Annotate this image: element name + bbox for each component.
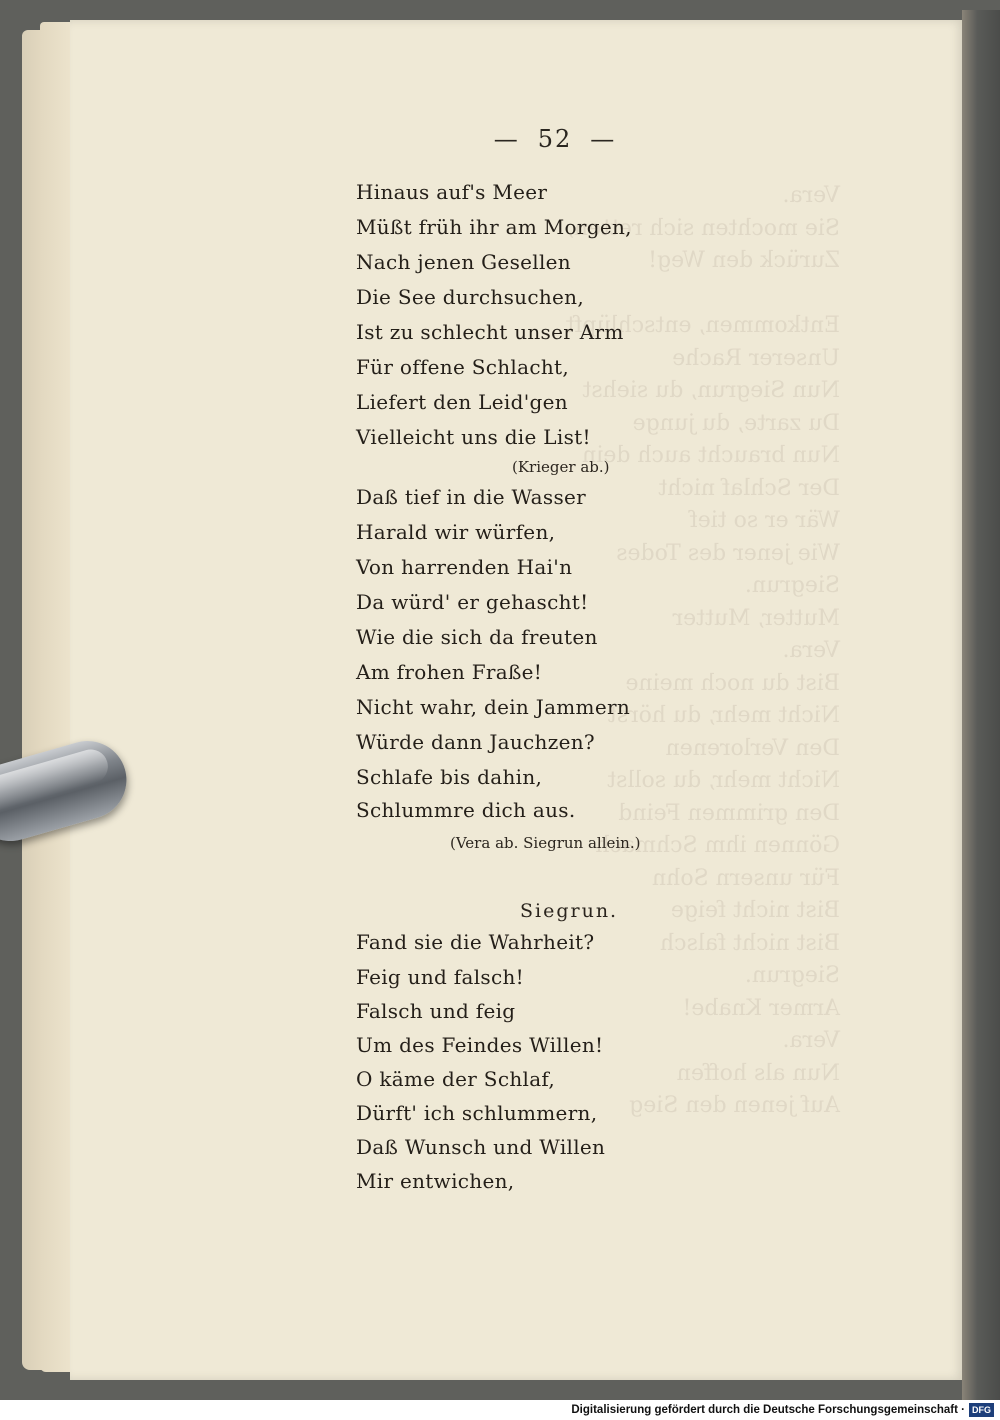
verse-line: O käme der Schlaf,: [356, 1067, 556, 1091]
verse-line: Mir entwichen,: [356, 1169, 515, 1193]
verse-line: Feig und falsch!: [356, 965, 525, 989]
verse-line: Für offene Schlacht,: [356, 355, 570, 379]
verse-line: Schlummre dich aus.: [356, 798, 576, 822]
verse-line: Schlafe bis dahin,: [356, 765, 543, 789]
verse-line: Müßt früh ihr am Morgen,: [356, 215, 632, 239]
stage-direction: (Vera ab. Siegrun allein.): [450, 834, 641, 852]
verse-line: Dürft' ich schlummern,: [356, 1101, 598, 1125]
digitization-footer: [0, 1400, 1000, 1420]
verse-line: Vielleicht uns die List!: [356, 425, 591, 449]
verse-line: Harald wir würfen,: [356, 520, 556, 544]
verse-line: Würde dann Jauchzen?: [356, 730, 595, 754]
verse-line: Die See durchsuchen,: [356, 285, 584, 309]
verse-line: Am frohen Fraße!: [356, 660, 543, 684]
verse-line: Liefert den Leid'gen: [356, 390, 568, 414]
verse-line: Daß Wunsch und Willen: [356, 1135, 606, 1159]
verse-line: Um des Feindes Willen!: [356, 1033, 604, 1057]
stage-direction: (Krieger ab.): [512, 458, 610, 476]
verse-line: Fand sie die Wahrheit?: [356, 930, 595, 954]
verse-line: Von harrenden Hai'n: [356, 555, 573, 579]
verse-line: Hinaus auf's Meer: [356, 180, 548, 204]
page-number-value: 52: [537, 125, 573, 153]
footer-text: Digitalisierung gefördert durch die Deutsche Forschungsgemeinschaft ·: [571, 1404, 965, 1416]
speaker-name: Siegrun.: [520, 900, 619, 922]
verse-line: Da würd' er gehascht!: [356, 590, 589, 614]
verse-line: Nicht wahr, dein Jammern: [356, 695, 630, 719]
verse-line: Wie die sich da freuten: [356, 625, 598, 649]
verse-line: Nach jenen Gesellen: [356, 250, 571, 274]
verse-line: Daß tief in die Wasser: [356, 485, 586, 509]
page-number-dash-right: —: [590, 125, 617, 153]
page-number-dash-left: —: [493, 125, 520, 153]
verse-line: Ist zu schlecht unser Arm: [356, 320, 624, 344]
book-spine-edge: [962, 10, 1000, 1400]
verse-line: Falsch und feig: [356, 999, 516, 1023]
dfg-logo: DFG: [969, 1403, 994, 1417]
bleed-through-text: Vera. Sie mochten sich retten, Zurück den Weg! Entkommen, entschlüpft Unserer Rache Nun Siegrun, du siehst Du zarte, du junge Nun braucht auch dein Der Schlaf nicht Wär er so tief Wie jener des Todes Siegrun. Mutter, Mutter Vera. Bist du noch meine Nicht mehr, du hörst Den Verlorenen Nicht mehr, du sollst Den grimmen Feind Gönnen ihm Schmach Für unsern Sohn Bist nicht feige Bist nicht falsch Siegrun. Armer Knabe! Vera. Nun als hoffen Auf jenen den Sieg: [565, 183, 840, 1118]
page-number: [0, 125, 1000, 153]
